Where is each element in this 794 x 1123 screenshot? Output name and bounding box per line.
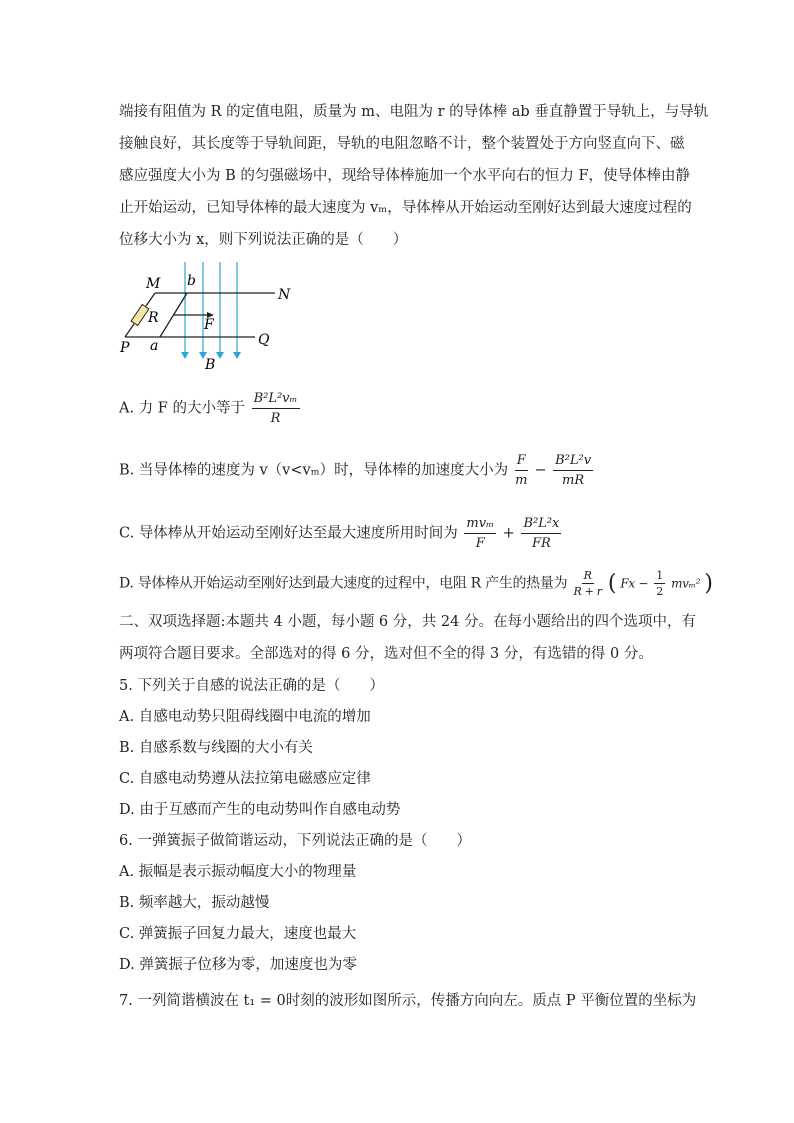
option-c-fraction-1: $\frac{\text{mvₘ}}{F}$ <box>466 516 495 551</box>
q4-option-d[interactable] <box>119 569 713 598</box>
q5-option-a[interactable]: A. 自感电动势只阻碍线圈中电流的增加 <box>119 709 371 725</box>
option-a-fraction: $\frac{\text{B²L²vₘ}}{R}$ <box>253 391 298 426</box>
q4-option-b[interactable] <box>119 452 595 489</box>
label-b: b <box>187 273 196 289</box>
q4-stem-line-5: 位移大小为 x，则下列说法正确的是（ ） <box>119 232 408 248</box>
q6-option-c[interactable]: C. 弹簧振子回复力最大，速度也最大 <box>119 926 357 942</box>
option-b-fraction-2: $\frac{\text{B²L²v}}{mR}$ <box>555 453 592 488</box>
option-b-fraction-1: $\frac{F}{m}$ <box>515 453 528 488</box>
label-B: B <box>205 357 216 373</box>
label-P: P <box>120 340 130 356</box>
option-a-text: A. 力 F 的大小等于 <box>119 400 245 417</box>
label-R: R <box>148 310 159 326</box>
q4-stem-line-3: 感应强度大小为 B 的匀强磁场中，现给导体棒施加一个水平向右的恒力 F，使导体棒由静 <box>119 168 691 184</box>
q6-option-b[interactable]: B. 频率越大，振动越慢 <box>119 895 270 911</box>
option-d-fraction: $\frac{R}{R + r}$ <box>573 569 602 598</box>
q6-option-d[interactable]: D. 弹簧振子位移为零，加速度也为零 <box>119 957 357 973</box>
right-paren: ) <box>704 571 713 596</box>
half-fraction: $\frac{1}{2}$ <box>656 569 663 598</box>
q4-option-a[interactable] <box>119 390 302 427</box>
q4-stem-line-2: 接触良好，其长度等于导轨间距，导轨的电阻忽略不计，整个装置处于方向竖直向下、磁 <box>119 136 685 152</box>
q6-option-a[interactable]: A. 振幅是表示振动幅度大小的物理量 <box>119 864 357 880</box>
resistor <box>131 304 149 325</box>
label-F: F <box>204 317 214 333</box>
plus-sign: + <box>502 525 515 542</box>
q6-stem: 6. 一弹簧振子做简谐运动，下列说法正确的是（ ） <box>119 833 471 849</box>
option-d-text: D. 导体棒从开始运动至刚好达到最大速度的过程中，电阻 R 产生的热量为 <box>119 575 568 592</box>
label-Q: Q <box>258 332 270 348</box>
option-c-text: C. 导体棒从开始运动至刚好达至最大速度所用时间为 <box>119 525 458 542</box>
q4-stem-line-4: 止开始运动，已知导体棒的最大速度为 vₘ，导体棒从开始运动至刚好达到最大速度过程的 <box>119 200 692 216</box>
option-c-fraction-2: $\frac{\text{B²L²x}}{FR}$ <box>523 516 560 551</box>
q5-option-c[interactable]: C. 自感电动势遵从法拉第电磁感应定律 <box>119 771 371 787</box>
option-d-inner-b: mvₘ² <box>671 576 701 591</box>
q4-stem-line-1: 端接有阻值为 R 的定值电阻，质量为 m、电阻为 r 的导体棒 ab 垂直静置于导轨上，与导轨 <box>119 104 709 120</box>
label-N: N <box>278 287 291 303</box>
left-paren: ( <box>607 571 617 596</box>
option-d-inner-a: Fx − <box>620 576 649 591</box>
section-2-line-2: 两项符合题目要求。全部选对的得 6 分，选对但不全的得 3 分，有选错的得 0 分。 <box>119 646 653 662</box>
rail-circuit-figure <box>115 258 305 373</box>
q5-option-b[interactable]: B. 自感系数与线圈的大小有关 <box>119 740 313 756</box>
left-connector-top <box>146 293 155 306</box>
q7-stem: 7. 一列简谐横波在 t₁ = 0时刻的波形如图所示，传播方向向左。质点 P 平衡位置的坐标为 <box>119 993 697 1009</box>
label-a: a <box>150 338 159 354</box>
q5-stem: 5. 下列关于自感的说法正确的是（ ） <box>119 678 384 694</box>
option-b-text: B. 当导体棒的速度为 v（v<vₘ）时，导体棒的加速度大小为 <box>119 462 509 479</box>
q5-option-d[interactable]: D. 由于互感而产生的电动势叫作自感电动势 <box>119 802 401 818</box>
label-M: M <box>146 276 161 292</box>
q4-option-c[interactable] <box>119 515 563 552</box>
section-2-line-1: 二、双项选择题:本题共 4 小题，每小题 6 分，共 24 分。在每小题给出的四个选项中，有 <box>119 614 696 630</box>
minus-sign: − <box>534 462 547 479</box>
left-connector-bottom <box>125 324 134 337</box>
